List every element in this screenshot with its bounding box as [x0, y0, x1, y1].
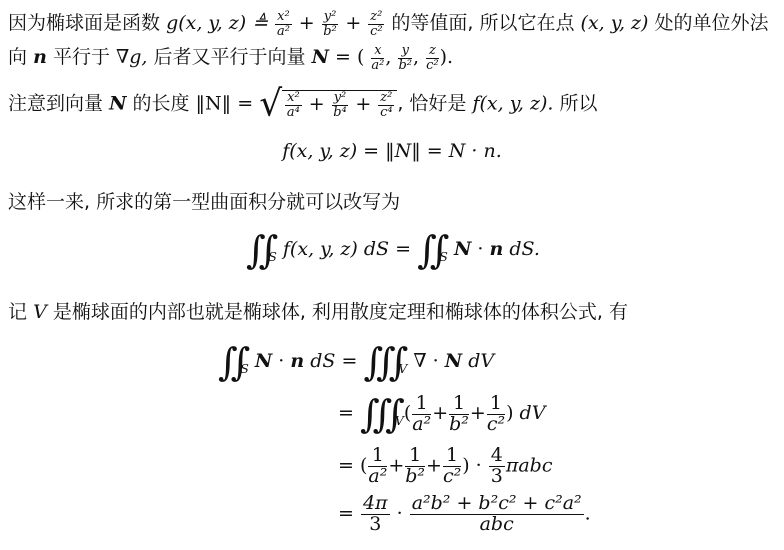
eq-open: = ( [335, 46, 365, 69]
para1-text-e: 平行于 [52, 46, 110, 69]
gradient-g: ∇g, [116, 46, 148, 69]
sqrt-body: $\frac{\text{x²}}{\text{a⁴}}$ + $\frac{\text{y²}}{\text{b⁴}}$ + $\frac{\text{z²}}{\text{c⁴}}$ [282, 90, 397, 119]
vector-N: N [311, 46, 329, 69]
para2-text-c: , 恰好是 [397, 92, 467, 115]
frac-z2-c4: $\frac{\text{z²}}{\text{c⁴}}$ [380, 90, 393, 120]
para1-line1: 因为椭球面是函数 g(x, y, z) ≜ $\frac{\text{x²}}{\text{a²}}$ + $\frac{\text{y²}}{\text{b²}}$ + $\frac{\text{z²}}{\text{c²}}$ 的等值面, 所以它在点 (x, y, z) 处的单位外法 [8, 9, 769, 39]
frac-4-3: $\frac{4}{3}$ [490, 444, 503, 487]
vector-N-2: N [109, 92, 127, 115]
para1-text-a: 因为椭球面是函数 [8, 12, 161, 35]
equation-1: f(x, y, z) = ‖N‖ = N · n. [282, 140, 502, 162]
para1-line2: 向 n 平行于 ∇g, 后者又平行于向量 N = ( $\frac{x}{\text{a²}}$ , $\frac{y}{\text{b²}}$ , $\frac{z}{\text{c²}}$ ). [8, 43, 454, 73]
frac-final: $\frac{\text{a²b² + b²c² + c²a²}}{\text{abc}}$ [411, 492, 582, 535]
para1-text-d: 向 [8, 46, 28, 69]
para4-line [8, 300, 776, 324]
point-xyz: (x, y, z) [580, 12, 649, 35]
derivation-row-1: $∬_S$ N · n dS = $∭_V$ ∇ · N dV [218, 340, 495, 384]
para3-line: 这样一来, 所求的第一型曲面积分就可以改写为 [8, 191, 401, 213]
norm-N: ‖N‖ = [195, 92, 254, 115]
frac-y2-b4: $\frac{\text{y²}}{\text{b⁴}}$ [333, 90, 347, 120]
para2-text-b: 的长度 [132, 92, 190, 115]
frac-4pi-3: $\frac{4\pi}{3}$ [362, 492, 388, 535]
function-g: g(x, y, z) ≜ [166, 12, 269, 35]
frac-1-a2: $\frac{1}{\text{a²}}$ [412, 391, 432, 435]
frac-y-b2: $\frac{y}{\text{b²}}$ [398, 43, 413, 73]
radical-sign: √ [259, 83, 283, 125]
frac-z-c2: $\frac{z}{\text{c²}}$ [426, 43, 439, 73]
region-V: V [33, 301, 47, 323]
para2-text-d: 所以 [559, 92, 598, 115]
function-f: f(x, y, z). [472, 92, 554, 115]
frac-y2-b2: $\frac{\text{y²}}{\text{b²}}$ [323, 9, 337, 39]
frac-x2-a4: $\frac{\text{x²}}{\text{a⁴}}$ [286, 90, 300, 120]
derivation-row-3: = ( $\frac{1}{\text{a²}}$ + $\frac{1}{\text{b²}}$ + $\frac{1}{\text{c²}}$ ) · $\frac{4}{3}$ πabc [338, 444, 553, 487]
frac-1-b2: $\frac{1}{\text{b²}}$ [449, 391, 469, 435]
para4-text-a: 记 [8, 301, 28, 323]
para1-text-b: 的等值面, 所以它在点 [391, 12, 575, 35]
frac-1-c2-b: $\frac{1}{\text{c²}}$ [442, 444, 462, 487]
frac-1-b2-b: $\frac{1}{\text{b²}}$ [405, 444, 426, 487]
frac-1-c2: $\frac{1}{\text{c²}}$ [486, 391, 506, 435]
para2-line [8, 83, 776, 125]
vector-n: n [33, 46, 47, 69]
equation-2: $∬_S$ f(x, y, z) dS = $∬_S$ N · n dS. [246, 228, 540, 272]
para2-text-a: 注意到向量 [8, 92, 104, 115]
frac-x-a2: $\frac{x}{\text{a²}}$ [371, 43, 385, 73]
frac-x2-a2: $\frac{\text{x²}}{\text{a²}}$ [276, 9, 290, 39]
para1-text-f: 后者又平行于向量 [153, 46, 306, 69]
frac-1-a2-b: $\frac{1}{\text{a²}}$ [368, 444, 388, 487]
para1-text-c: 处的单位外法 [654, 12, 769, 35]
para4-text-b: 是椭球面的内部也就是椭球体, 利用散度定理和椭球体的体积公式, 有 [52, 301, 629, 323]
frac-z2-c2: $\frac{\text{z²}}{\text{c²}}$ [370, 9, 383, 39]
derivation-row-4: = $\frac{4\pi}{3}$ · $\frac{\text{a²b² + b²c² + c²a²}}{\text{abc}}$ . [338, 492, 591, 535]
derivation-row-2: = $∭_V$( $\frac{1}{\text{a²}}$ + $\frac{1}{\text{b²}}$ + $\frac{1}{\text{c²}}$ ) dV [338, 391, 546, 436]
